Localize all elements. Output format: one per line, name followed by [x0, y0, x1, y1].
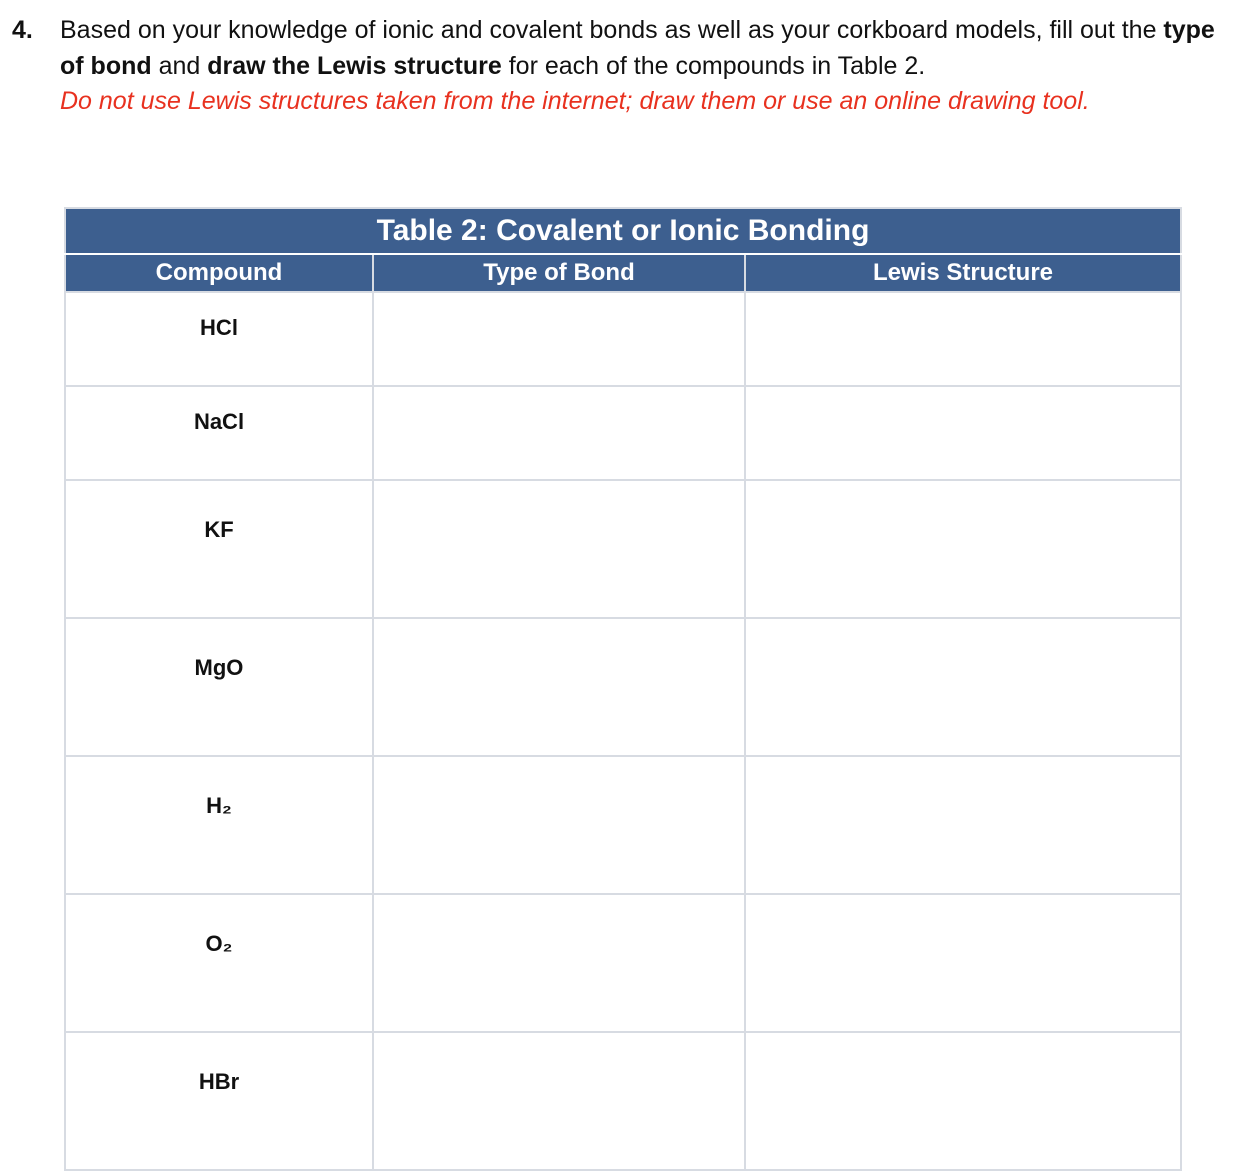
table-row	[65, 618, 1181, 756]
compound-cell: MgO	[65, 618, 373, 756]
table-row	[65, 386, 1181, 480]
bonding-table-container	[64, 207, 1180, 1171]
lewis-structure-cell[interactable]	[745, 894, 1181, 1032]
lewis-structure-cell[interactable]	[745, 292, 1181, 386]
lewis-structure-cell[interactable]	[745, 386, 1181, 480]
header-lewis-structure: Lewis Structure	[745, 254, 1181, 292]
table-header-row	[65, 254, 1181, 292]
table-row	[65, 894, 1181, 1032]
question-number: 4.	[12, 16, 33, 44]
header-compound: Compound	[65, 254, 373, 292]
question-bold-type-of-bond: type of bond	[60, 16, 1215, 80]
lewis-structure-cell[interactable]	[745, 1032, 1181, 1170]
type-of-bond-cell[interactable]	[373, 292, 745, 386]
question-bold-lewis: draw the Lewis structure	[207, 52, 502, 80]
header-type-of-bond: Type of Bond	[373, 254, 745, 292]
type-of-bond-cell[interactable]	[373, 618, 745, 756]
table-title: Table 2: Covalent or Ionic Bonding	[65, 208, 1181, 254]
type-of-bond-cell[interactable]	[373, 480, 745, 618]
bonding-table	[64, 207, 1182, 1171]
type-of-bond-cell[interactable]	[373, 894, 745, 1032]
question-block	[12, 12, 1232, 119]
type-of-bond-cell[interactable]	[373, 756, 745, 894]
compound-cell: HBr	[65, 1032, 373, 1170]
question-text-part2: and	[151, 52, 208, 80]
lewis-structure-cell[interactable]	[745, 618, 1181, 756]
table-row	[65, 756, 1181, 894]
compound-cell: HCl	[65, 292, 373, 386]
table-row	[65, 480, 1181, 618]
compound-cell: KF	[65, 480, 373, 618]
compound-cell: H₂	[65, 756, 373, 894]
table-row	[65, 292, 1181, 386]
question-text-part3: for each of the compounds in Table 2.	[501, 52, 926, 80]
type-of-bond-cell[interactable]	[373, 1032, 745, 1170]
table-title-row	[65, 208, 1181, 254]
compound-cell: NaCl	[65, 386, 373, 480]
table-row	[65, 1032, 1181, 1170]
question-text-part1: Based on your knowledge of ionic and covalent bonds as well as your corkboard models, fill out the	[60, 16, 1164, 44]
lewis-structure-cell[interactable]	[745, 756, 1181, 894]
question-text	[60, 12, 1232, 84]
type-of-bond-cell[interactable]	[373, 386, 745, 480]
compound-cell: O₂	[65, 894, 373, 1032]
lewis-structure-cell[interactable]	[745, 480, 1181, 618]
question-note: Do not use Lewis structures taken from the internet; draw them or use an online drawing tool.	[60, 87, 1090, 115]
